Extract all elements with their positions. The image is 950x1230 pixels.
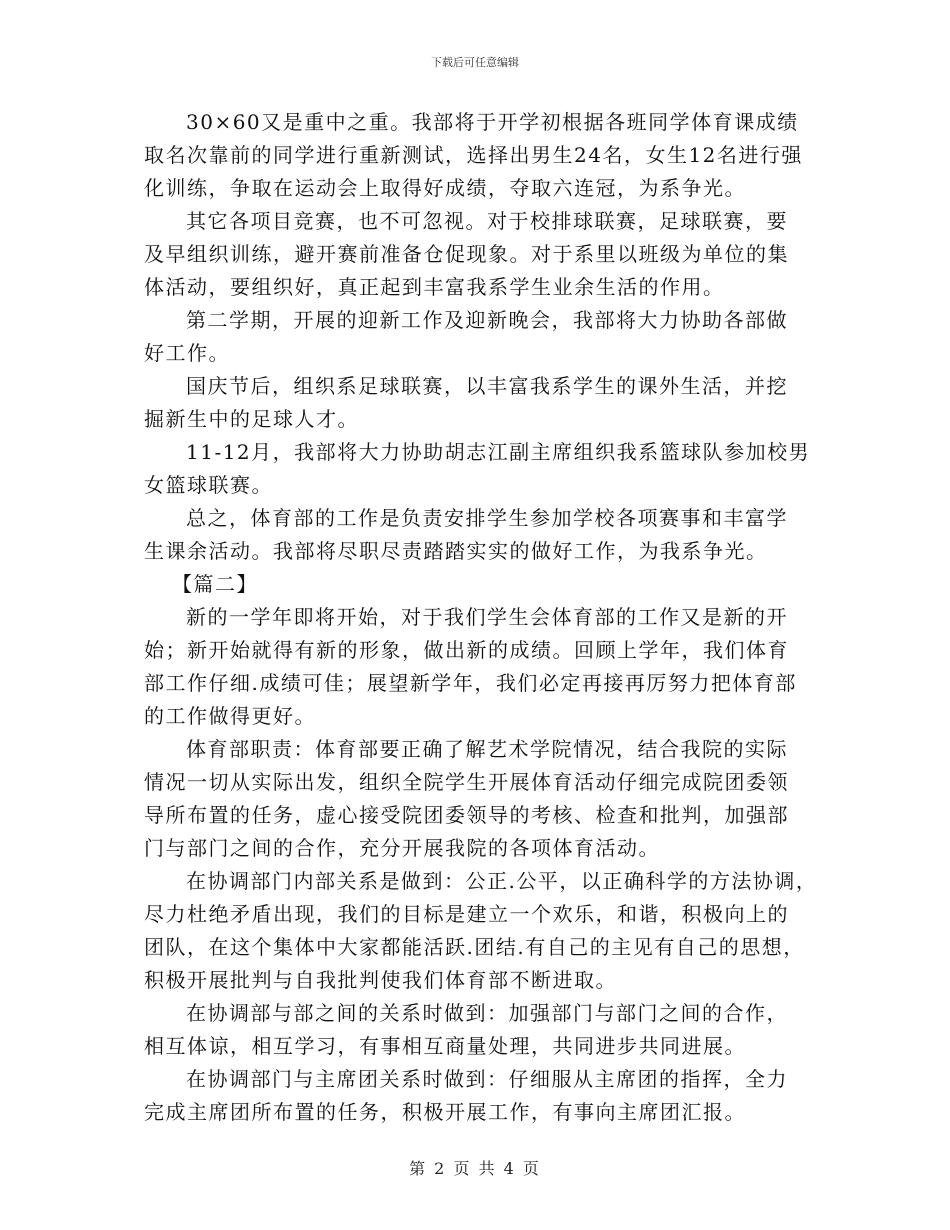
body-line: 门与部门之间的合作，充分开展我院的各项体育活动。 (144, 836, 660, 860)
body-line: 在协调部门与主席团关系时做到：仔细服从主席团的指挥，全力 (186, 1067, 788, 1091)
body-line: 新的一学年即将开始，对于我们学生会体育部的工作又是新的开 (186, 605, 788, 629)
body-line: 取名次靠前的同学进行重新测试，选择出男生24名，女生12名进行强 (144, 143, 803, 167)
body-line: 在协调部门内部关系是做到：公正.公平，以正确科学的方法协调， (186, 869, 818, 893)
body-line: 在协调部与部之间的关系时做到：加强部门与部门之间的合作， (186, 1001, 788, 1025)
body-line: 11-12月，我部将大力协助胡志江副主席组织我系篮球队参加校男 (186, 440, 811, 464)
body-line: 30×60又是重中之重。我部将于开学初根据各班同学体育课成绩 (186, 110, 799, 134)
body-line: 女篮球联赛。 (144, 473, 273, 497)
body-line: 掘新生中的足球人才。 (144, 407, 359, 431)
page-number: 第 2 页 共 4 页 (409, 1159, 541, 1178)
body-line: 体活动，要组织好，真正起到丰富我系学生业余生活的作用。 (144, 275, 725, 299)
body-line: 总之，体育部的工作是负责安排学生参加学校各项赛事和丰富学 (186, 506, 788, 530)
body-line: 好工作。 (144, 341, 230, 365)
body-line: 部工作仔细.成绩可佳；展望新学年，我们必定再接再厉努力把体育部 (144, 671, 797, 695)
section-heading: 【篇二】 (172, 572, 258, 596)
body-line: 导所布置的任务，虚心接受院团委领导的考核、检查和批判，加强部 (144, 803, 789, 827)
body-line: 相互体谅，相互学习，有事相互商量处理，共同进步共同进展。 (144, 1034, 746, 1058)
body-line: 积极开展批判与自我批判使我们体育部不断进取。 (144, 968, 617, 992)
body-line: 完成主席团所布置的任务，积极开展工作，有事向主席团汇报。 (144, 1100, 746, 1124)
body-line: 的工作做得更好。 (144, 704, 316, 728)
body-line: 情况一切从实际出发，组织全院学生开展体育活动仔细完成院团委领 (144, 770, 789, 794)
body-line: 国庆节后，组织系足球联赛，以丰富我系学生的课外生活，并挖 (186, 374, 788, 398)
body-line: 始；新开始就得有新的形象，做出新的成绩。回顾上学年，我们体育 (144, 638, 789, 662)
body-line: 生课余活动。我部将尽职尽责踏踏实实的做好工作，为我系争光。 (144, 539, 768, 563)
body-line: 尽力杜绝矛盾出现，我们的目标是建立一个欢乐，和谐，积极向上的 (144, 902, 789, 926)
body-line: 及早组织训练，避开赛前准备仓促现象。对于系里以班级为单位的集 (144, 242, 789, 266)
body-line: 体育部职责：体育部要正确了解艺术学院情况，结合我院的实际 (186, 737, 788, 761)
body-line: 团队，在这个集体中大家都能活跃.团结.有自己的主见有自己的思想， (144, 935, 805, 959)
body-line: 第二学期，开展的迎新工作及迎新晚会，我部将大力协助各部做 (186, 308, 788, 332)
page-header: 下载后可任意编辑 (431, 56, 519, 69)
body-line: 化训练，争取在运动会上取得好成绩，夺取六连冠，为系争光。 (144, 176, 746, 200)
body-line: 其它各项目竞赛，也不可忽视。对于校排球联赛，足球联赛，要 (186, 209, 788, 233)
